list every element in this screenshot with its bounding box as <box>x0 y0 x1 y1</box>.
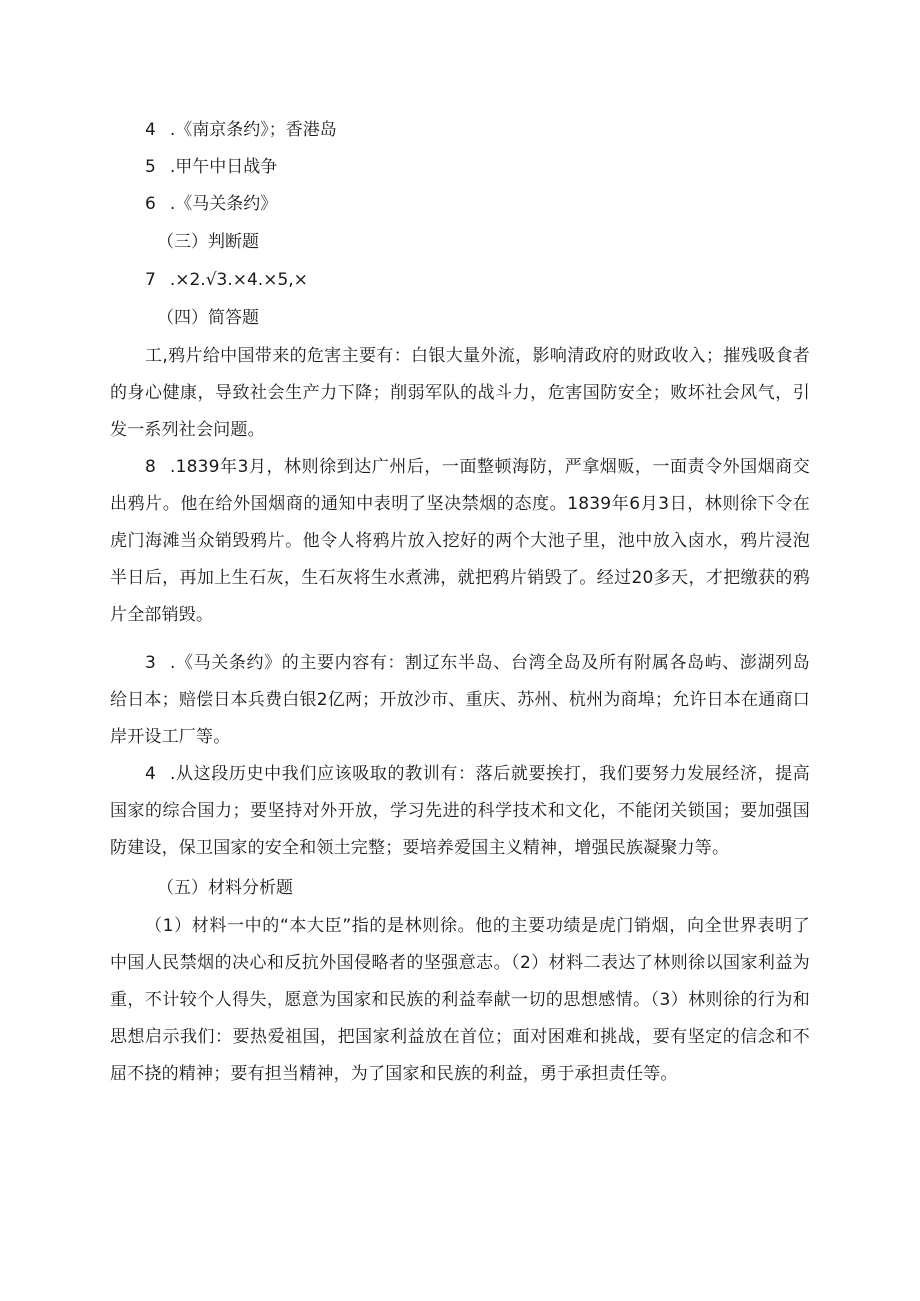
item-text: .《南京条约》；香港岛 <box>169 120 337 140</box>
item-number: 8 <box>145 457 157 477</box>
short-answer-3 <box>110 645 810 756</box>
answer-item-6 <box>145 186 277 223</box>
item-number: 5 <box>145 157 156 177</box>
section-heading-judgment: （三）判断题 <box>157 232 259 252</box>
item-text: .《马关条约》 <box>169 194 278 214</box>
answer-item-4 <box>145 112 337 149</box>
section-heading-material-analysis: （五）材料分析题 <box>157 878 293 898</box>
item-number: 6 <box>145 194 156 214</box>
material-analysis-answer: （1）材料一中的“本大臣”指的是林则徐。他的主要功绩是虎门销烟，向全世界表明了中国人民禁烟的决心和反抗外国侵略者的坚强意志。（2）材料二表达了林则徐以国家利益为重，不计较个人得失，愿意为国家和民族的利益奉献一切的思想感情。（3）林则徐的行为和思想启示我们：要热爱祖国，把国家利益放在首位；面对困难和挑战，要有坚定的信念和不屈不挠的精神；要有担当精神，为了国家和民族的利益，勇于承担责任等。 <box>110 916 810 1084</box>
item-number: 4 <box>145 764 157 784</box>
item-number: 3 <box>145 653 157 673</box>
item-text: .×2.√3.×4.×5,× <box>169 270 308 290</box>
item-text: .1839年3月，林则徐到达广州后，一面整顿海防，严拿烟贩，一面责令外国烟商交出鸦片。他在给外国烟商的通知中表明了坚决禁烟的态度。1839年6月3日，林则徐下令在虎门海滩当众销毁鸦片。他令人将鸦片放入挖好的两个大池子里，池中放入卤水，鸦片浸泡半日后，再加上生石灰，生石灰将生水煮沸，就把鸦片销毁了。经过20多天，才把缴获的鸦片全部销毁。 <box>110 457 810 625</box>
short-answer-1: 工,鸦片给中国带来的危害主要有：白银大量外流，影响清政府的财政收入；摧残吸食者的身心健康，导致社会生产力下降；削弱军队的战斗力，危害国防安全；败坏社会风气，引发一系列社会问题。 <box>110 346 810 440</box>
item-text: .从这段历史中我们应该吸取的教训有：落后就要挨打，我们要努力发展经济，提高国家的综合国力；要坚持对外开放，学习先进的科学技术和文化，不能闭关锁国；要加强国防建设，保卫国家的安全和领土完整；要培养爱国主义精神，增强民族凝聚力等。 <box>110 764 810 858</box>
item-number: 4 <box>145 120 156 140</box>
item-number: 7 <box>145 270 156 290</box>
answer-item-5 <box>145 149 277 186</box>
item-text: .甲午中日战争 <box>169 157 278 177</box>
short-answer-2 <box>110 449 810 634</box>
section-heading-short-answer: （四）简答题 <box>157 308 259 328</box>
answer-item-7 <box>145 262 308 299</box>
item-text: .《马关条约》的主要内容有：割辽东半岛、台湾全岛及所有附属各岛屿、澎湖列岛给日本；赔偿日本兵费白银2亿两；开放沙市、重庆、苏州、杭州为商埠；允许日本在通商口岸开设工厂等。 <box>110 653 810 747</box>
short-answer-4 <box>110 756 810 867</box>
